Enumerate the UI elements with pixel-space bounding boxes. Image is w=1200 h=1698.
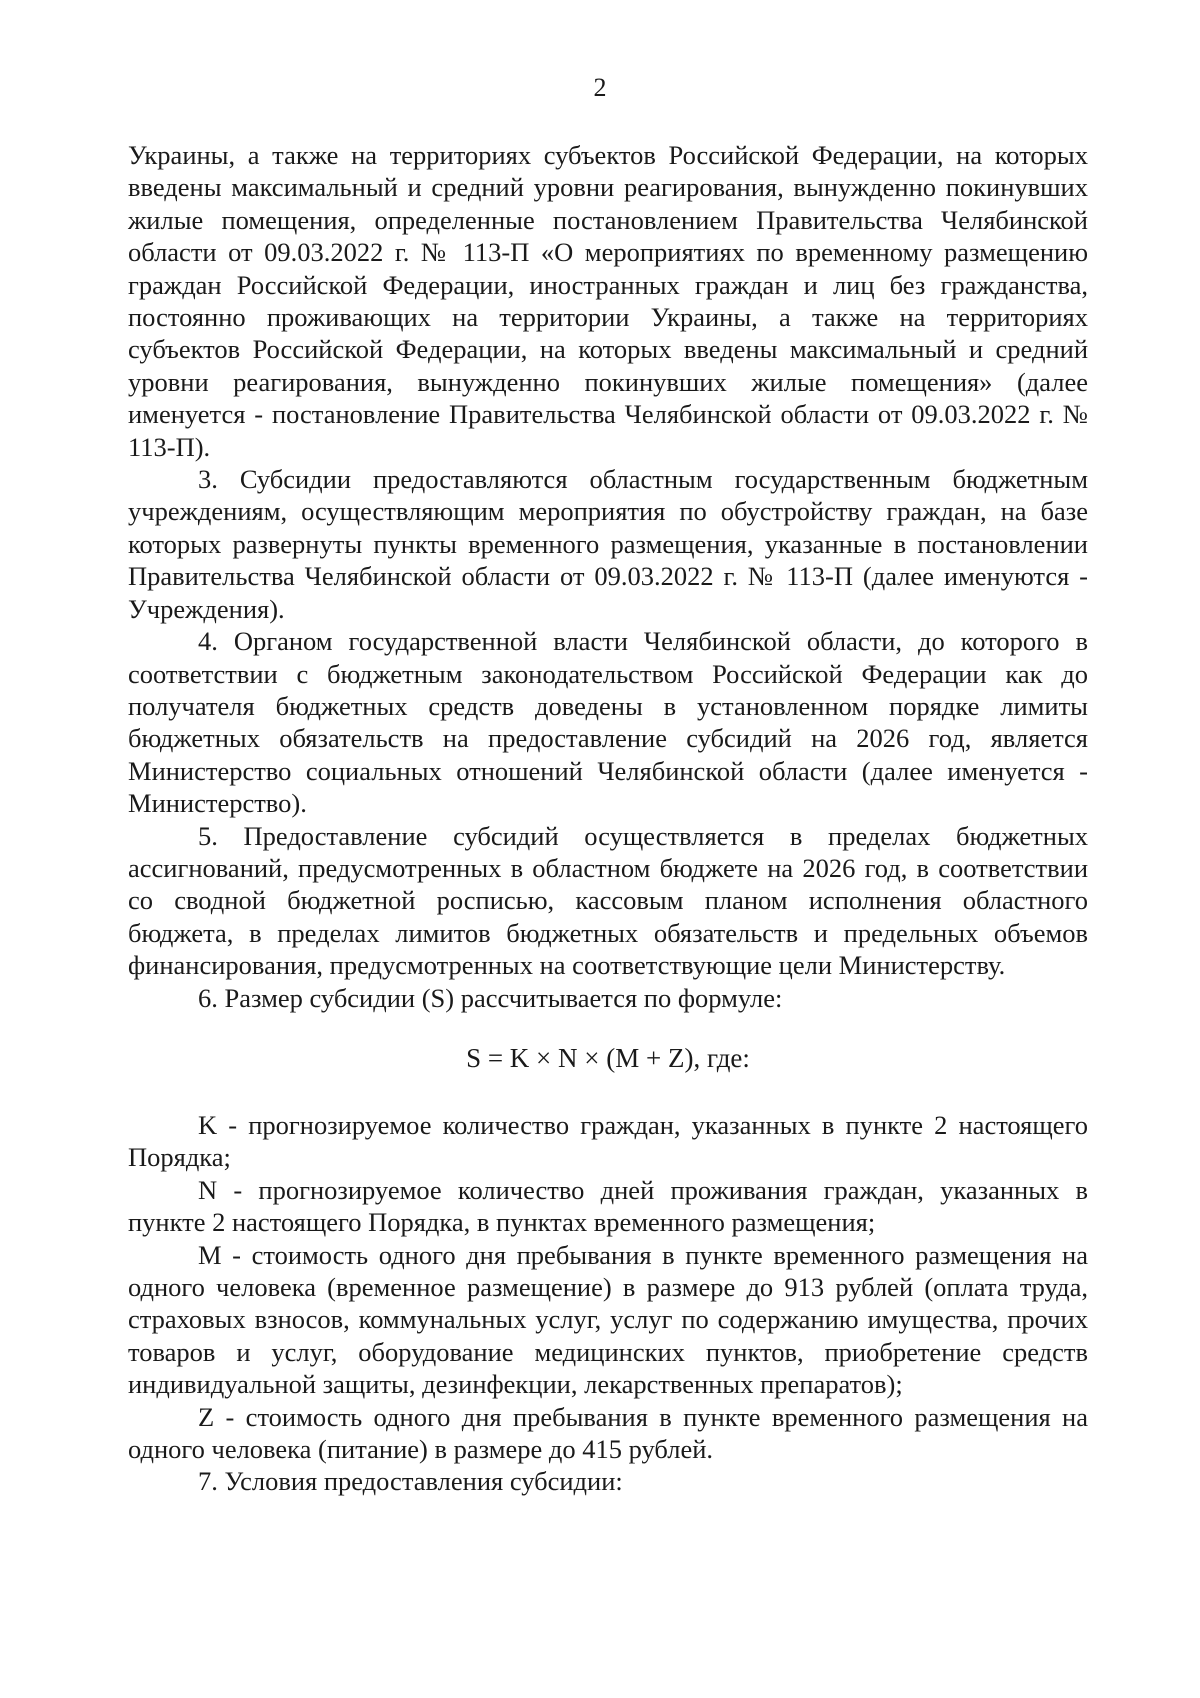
paragraph-continuation: Украины, а также на территориях субъектов Российской Федерации, на которых введены максимальный и средний уровни реагирования, вынужденно покинувших жилые помещения, определенные постановлением Правительства Челябинской области от 09.03.2022 г. № 113-П «О мероприятиях по временному размещению граждан Российской Федерации, иностранных граждан и лиц без гражданства, постоянно проживающих на территории Украины, а также на территориях субъектов Российской Федерации, на которых введены максимальный и средний уровни реагирования, вынужденно покинувших жилые помещения» (далее именуется - постановление Правительства Челябинской области от 09.03.2022 г. № 113-П). (128, 140, 1088, 462)
definition-m: M - стоимость одного дня пребывания в пункте временного размещения на одного человека (временное размещение) в размере до 913 рублей (оплата труда, страховых взносов, коммунальных услуг, услуг по содержанию имущества, прочих товаров и услуг, оборудование медицинских пунктов, приобретение средств индивидуальной защиты, дезинфекции, лекарственных препаратов); (128, 1239, 1088, 1400)
paragraph-6: 6. Размер субсидии (S) рассчитывается по формуле: (198, 982, 783, 1013)
paragraph-7: 7. Условия предоставления субсидии: (198, 1466, 623, 1497)
definition-n: N - прогнозируемое количество дней проживания граждан, указанных в пункте 2 настоящего Порядка, в пунктах временного размещения; (128, 1174, 1088, 1238)
document-body (128, 139, 1088, 1498)
definition-k: K - прогнозируемое количество граждан, указанных в пункте 2 настоящего Порядка; (128, 1109, 1088, 1173)
definition-z: Z - стоимость одного дня пребывания в пункте временного размещения на одного человека (питание) в размере до 415 рублей. (128, 1401, 1088, 1465)
paragraph-3: 3. Субсидии предоставляются областным государственным бюджетным учреждениям, осуществляющим мероприятия по обустройству граждан, на базе которых развернуты пункты временного размещения, указанные в постановлении Правительства Челябинской области от 09.03.2022 г. № 113-П (далее именуются - Учреждения). (128, 464, 1088, 624)
paragraph-5: 5. Предоставление субсидий осуществляется в пределах бюджетных ассигнований, предусмотренных в областном бюджете на 2026 год, в соответствии со сводной бюджетной росписью, кассовым планом исполнения областного бюджета, в пределах лимитов бюджетных обязательств и предельных объемов финансирования, предусмотренных на соответствующие цели Министерству. (128, 820, 1088, 981)
subsidy-formula: S = K × N × (M + Z), где: (466, 1042, 750, 1073)
page-number: 2 (593, 73, 607, 102)
paragraph-4: 4. Органом государственной власти Челябинской области, до которого в соответствии с бюджетным законодательством Российской Федерации как до получателя бюджетных средств доведены в установленном порядке лимиты бюджетных обязательств на предоставление субсидий на 2026 год, является Министерство социальных отношений Челябинской области (далее именуется - Министерство). (128, 626, 1088, 819)
